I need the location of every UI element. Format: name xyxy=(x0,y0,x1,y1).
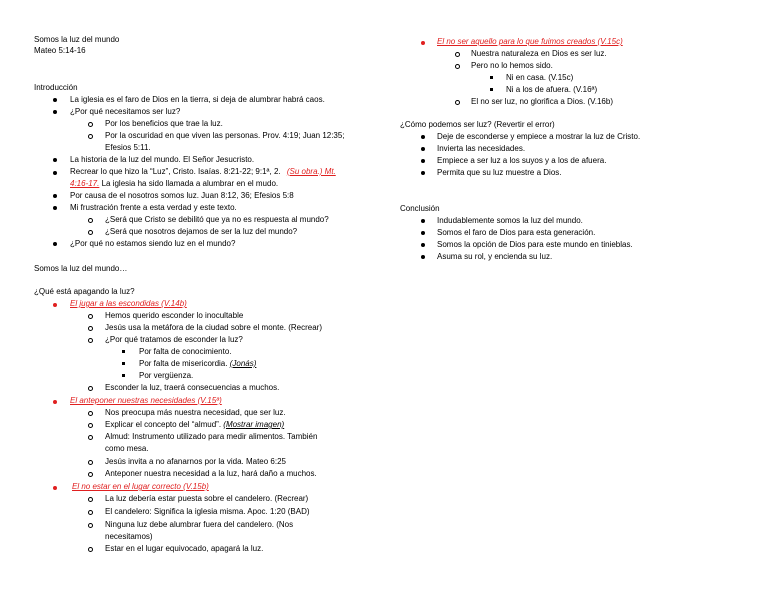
square-bullet xyxy=(490,88,493,91)
sub-bullet xyxy=(88,472,93,477)
intro-item: ¿Por qué no estamos siendo luz en el mundo? xyxy=(70,239,236,248)
bullet xyxy=(421,231,425,235)
sub-bullet xyxy=(88,523,93,528)
section-subsubitem: Ni a los de afuera. (V.16ª) xyxy=(506,85,598,94)
sub-bullet xyxy=(88,326,93,331)
sub-bullet xyxy=(88,386,93,391)
bullet xyxy=(421,135,425,139)
reference-link[interactable]: 4:16-17. xyxy=(70,179,100,188)
section-subitem-cont: como mesa. xyxy=(105,444,149,453)
bullet xyxy=(53,110,57,114)
section-subitem: Almud: Instrumento utilizado para medir alimentos. También xyxy=(105,432,318,441)
conclusion-item: Asuma su rol, y encienda su luz. xyxy=(437,252,553,261)
intro-subitem-cont: Efesios 5:11. xyxy=(105,143,151,152)
sub-bullet xyxy=(88,230,93,235)
intro-item: La historia de la luz del mundo. El Señor Jesucristo. xyxy=(70,155,255,164)
bullet xyxy=(421,219,425,223)
section-subitem: ¿Por qué tratamos de esconder la luz? xyxy=(105,335,243,344)
conclusion-item: Indudablemente somos la luz del mundo. xyxy=(437,216,583,225)
bullet xyxy=(53,98,57,102)
item-text: Explicar el concepto del “almud”. xyxy=(105,420,224,429)
bullet xyxy=(421,171,425,175)
intro-subitem: ¿Será que nosotros dejamos de ser la luz del mundo? xyxy=(105,227,298,236)
conclusion-item: Somos el faro de Dios para esta generación. xyxy=(437,228,596,237)
bullet xyxy=(53,171,57,175)
sub-bullet xyxy=(88,510,93,515)
sub-bullet xyxy=(455,52,460,57)
square-bullet xyxy=(122,362,125,365)
section-subitem xyxy=(105,420,284,430)
bullet xyxy=(53,206,57,210)
section-subitem: Nos preocupa más nuestra necesidad, que ser luz. xyxy=(105,408,286,417)
como-item: Empiece a ser luz a los suyos y a los de afuera. xyxy=(437,156,607,165)
como-item: Deje de esconderse y empiece a mostrar la luz de Cristo. xyxy=(437,132,641,141)
sub-bullet xyxy=(88,218,93,223)
section-subsubitem: Ni en casa. (V.15c) xyxy=(506,73,574,82)
bullet xyxy=(53,158,57,162)
conclusion-heading: Conclusión xyxy=(400,204,440,213)
intro-heading: Introducción xyxy=(34,83,78,92)
reference-link[interactable]: (Jonás) xyxy=(229,359,257,368)
section-subitem: El no ser luz, no glorifica a Dios. (V.16b) xyxy=(471,97,613,106)
red-bullet xyxy=(421,41,425,45)
section-subitem: La luz debería estar puesta sobre el candelero. (Recrear) xyxy=(105,494,309,503)
bullet xyxy=(421,243,425,247)
section-subitem: Esconder la luz, traerá consecuencias a muchos. xyxy=(105,383,280,392)
como-heading: ¿Cómo podemos ser luz? (Revertir el error) xyxy=(400,120,555,129)
conclusion-item: Somos la opción de Dios para este mundo en tinieblas. xyxy=(437,240,633,249)
intro-item: Por causa de el nosotros somos luz. Juan 8:12, 36; Efesios 5:8 xyxy=(70,191,294,200)
sub-bullet xyxy=(88,122,93,127)
square-bullet xyxy=(122,350,125,353)
section-subitem: Nuestra naturaleza en Dios es ser luz. xyxy=(471,49,607,58)
intro-subitem: Por los beneficios que trae la luz. xyxy=(105,119,223,128)
red-bullet xyxy=(53,303,57,307)
section-subsubitem: Por vergüenza. xyxy=(139,371,194,380)
intro-item xyxy=(70,167,336,177)
sub-bullet xyxy=(88,338,93,343)
intro-text: La iglesia ha sido llamada a alumbrar en el mudo. xyxy=(99,179,279,188)
sub-bullet xyxy=(88,497,93,502)
intro-subitem: ¿Será que Cristo se debilitó que ya no es respuesta al mundo? xyxy=(105,215,329,224)
intro-subitem: Por la oscuridad en que viven las personas. Prov. 4:19; Juan 12:35; xyxy=(105,131,345,140)
intro-item: Mi frustración frente a esta verdad y este texto. xyxy=(70,203,237,212)
sub-bullet xyxy=(88,435,93,440)
sub-bullet xyxy=(88,547,93,552)
section-subitem: Estar en el lugar equivocado, apagará la luz. xyxy=(105,544,264,553)
scripture-reference: Mateo 5:14-16 xyxy=(34,46,86,55)
section-title: El no ser aquello para lo que fuimos creados (V.15c) xyxy=(437,37,623,46)
sub-bullet xyxy=(88,460,93,465)
section-title: El anteponer nuestras necesidades (V.15ª) xyxy=(70,396,222,405)
section-subitem: Hemos querido esconder lo inocultable xyxy=(105,311,244,320)
red-bullet xyxy=(53,400,57,404)
section-subsubitem: Por falta de conocimiento. xyxy=(139,347,232,356)
como-item: Permita que su luz muestre a Dios. xyxy=(437,168,562,177)
section-subitem: Pero no lo hemos sido. xyxy=(471,61,553,70)
bullet xyxy=(421,147,425,151)
intro-text: Recrear lo que hizo la “Luz”, Cristo. Isaías. 8:21-22; 9:1ª, 2. xyxy=(70,167,281,176)
sub-bullet xyxy=(455,64,460,69)
section-title: El no estar en el lugar correcto (V.15b) xyxy=(72,482,209,491)
intro-item: ¿Por qué necesitamos ser luz? xyxy=(70,107,181,116)
red-bullet xyxy=(53,486,57,490)
section-title: El jugar a las escondidas (V.14b) xyxy=(70,299,187,308)
section-subitem: Jesús invita a no afanarnos por la vida. Mateo 6:25 xyxy=(105,457,286,466)
square-bullet xyxy=(122,374,125,377)
sub-bullet xyxy=(88,134,93,139)
como-item: Invierta las necesidades. xyxy=(437,144,526,153)
sub-bullet xyxy=(88,411,93,416)
bullet xyxy=(53,194,57,198)
bullet xyxy=(53,242,57,246)
intro-item: La iglesia es el faro de Dios en la tierra, si deja de alumbrar habrá caos. xyxy=(70,95,325,104)
section-line: Somos la luz del mundo… xyxy=(34,264,128,273)
section-subitem: El candelero: Significa la iglesia misma. Apoc. 1:20 (BAD) xyxy=(105,507,310,516)
bullet xyxy=(421,159,425,163)
item-text: Por falta de misericordia. xyxy=(139,359,230,368)
reference-link[interactable]: (Mostrar imagen) xyxy=(223,420,285,429)
section-subitem-cont: necesitamos) xyxy=(105,532,153,541)
bullet xyxy=(421,255,425,259)
section-subitem: Ninguna luz debe alumbrar fuera del candelero. (Nos xyxy=(105,520,294,529)
section-subsubitem xyxy=(139,359,256,369)
square-bullet xyxy=(490,76,493,79)
intro-item-cont xyxy=(70,179,278,189)
section-subitem: Jesús usa la metáfora de la ciudad sobre el monte. (Recrear) xyxy=(105,323,322,332)
sub-bullet xyxy=(88,423,93,428)
reference-link[interactable]: (Su obra.) Mt. xyxy=(286,167,336,176)
section-subitem: Anteponer nuestra necesidad a la luz, hará daño a muchos. xyxy=(105,469,317,478)
document-title: Somos la luz del mundo xyxy=(34,35,120,44)
sub-bullet xyxy=(88,314,93,319)
sub-bullet xyxy=(455,100,460,105)
section-heading: ¿Qué está apagando la luz? xyxy=(34,287,135,296)
